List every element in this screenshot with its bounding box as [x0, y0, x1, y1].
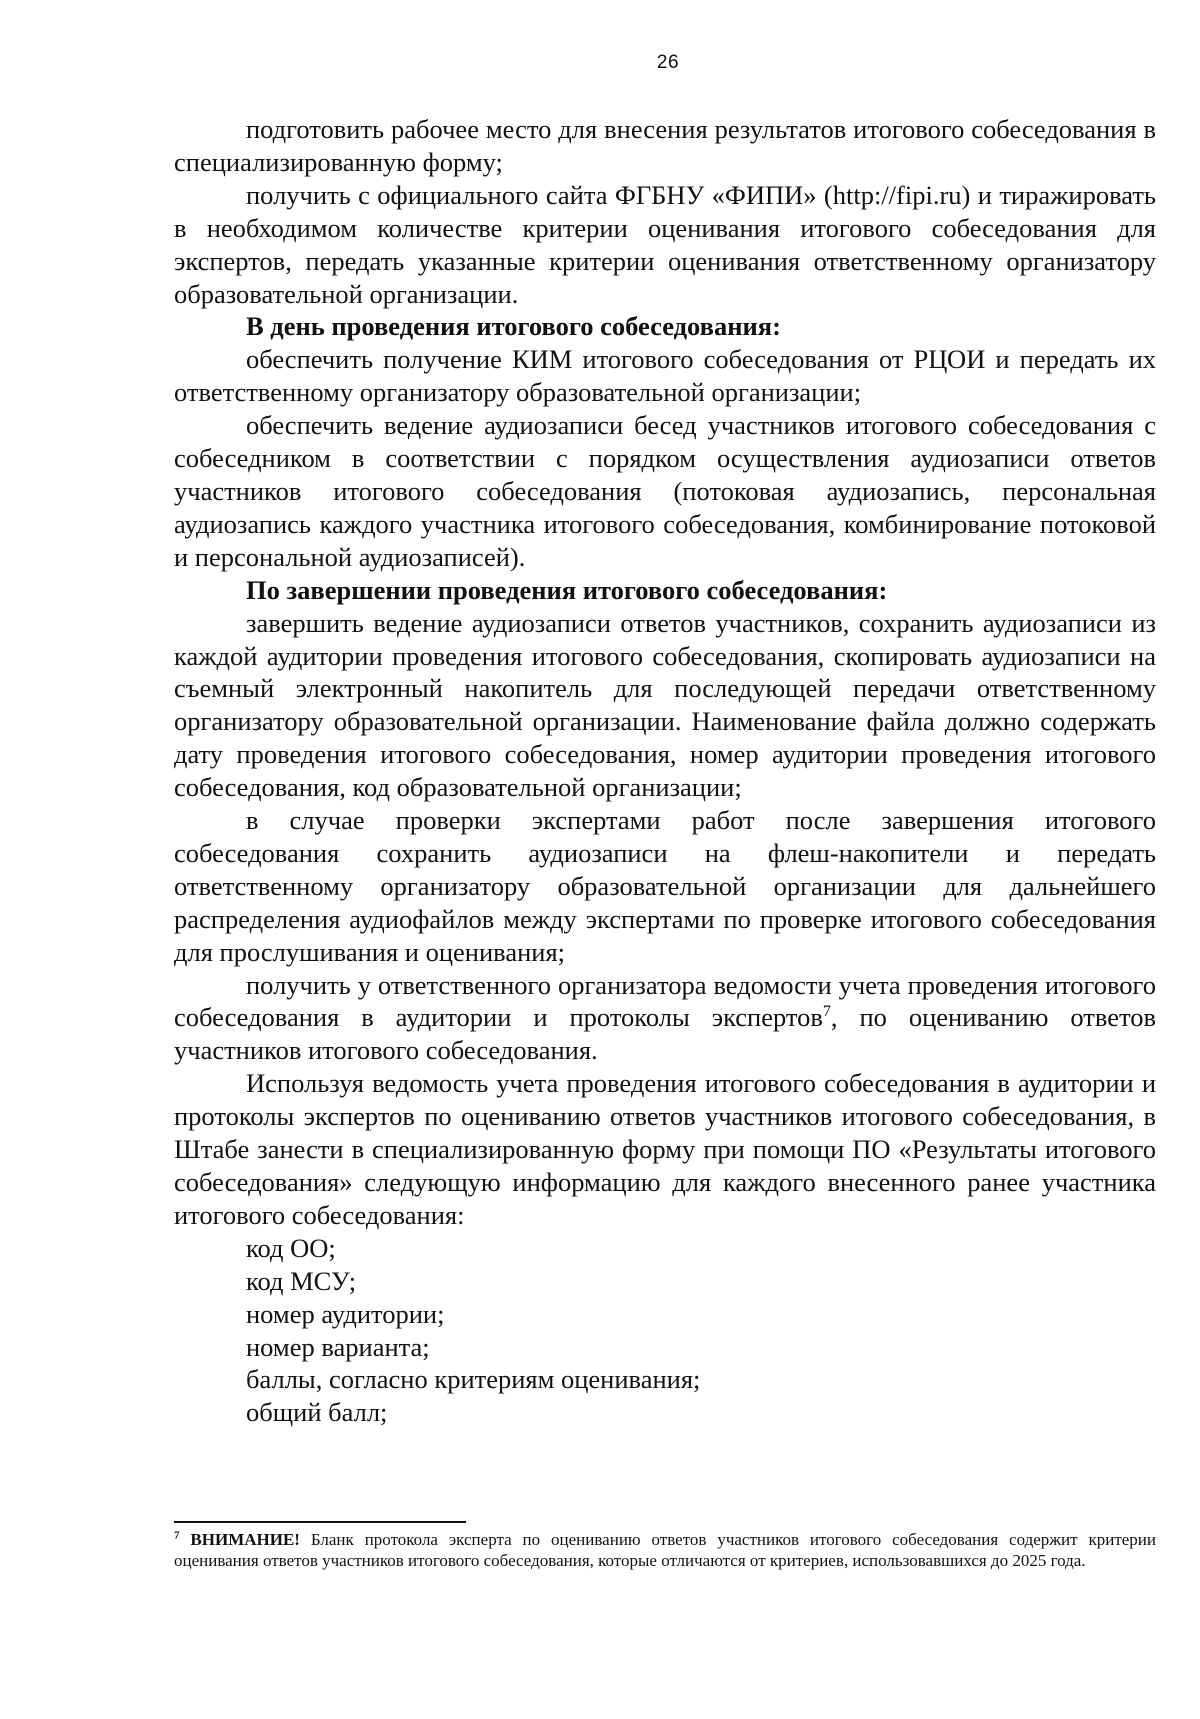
- section-heading: По завершении проведения итогового собеседования:: [246, 574, 888, 605]
- list-item: код МСУ;: [246, 1265, 357, 1296]
- paragraph: обеспечить ведение аудиозаписи бесед участников итогового собеседования с собеседником в соответствии с порядком осуществления аудиозаписи ответов участников итогового собеседования (потоковая аудиозапись, персональная аудиозапись каждого участника итогового собеседования, комбинирование потоковой и персональной аудиозаписей).: [174, 410, 1156, 572]
- paragraph: Используя ведомость учета проведения итогового собеседования в аудитории и протоколы экспертов по оцениванию ответов участников итогового собеседования, в Штабе занести в специализированную форму при помощи ПО «Результаты итогового собеседования» следующую информацию для каждого внесенного ранее участника итогового собеседования:: [174, 1068, 1156, 1230]
- list-item: общий балл;: [246, 1397, 388, 1428]
- footnote-warning: ВНИМАНИЕ!: [190, 1530, 300, 1549]
- footnote-text: Бланк протокола эксперта по оцениванию ответов участников итогового собеседования содержит критерии оценивания ответов участников итогового собеседования, которые отличаются от критериев, использовавшихся до 2025 года.: [174, 1530, 1156, 1570]
- footnote-mark: 7: [174, 1529, 180, 1542]
- paragraph-text: получить у ответственного организатора ведомости учета проведения итогового собеседования в аудитории и протоколы экспертов: [174, 969, 1156, 1033]
- paragraph: в случае проверки экспертами работ после завершения итогового собеседования сохранить аудиозаписи на флеш-накопители и передать ответственному организатору образовательной организации для дальнейшего распределения аудиофайлов между экспертами по проверке итогового собеседования для прослушивания и оценивания;: [174, 805, 1156, 967]
- footnote-reference: 7: [822, 1003, 831, 1021]
- footnote: [174, 1530, 1156, 1571]
- section-heading: В день проведения итогового собеседования:: [246, 311, 781, 342]
- list-item: код ОО;: [246, 1232, 336, 1263]
- paragraph: [174, 969, 1156, 1068]
- paragraph: завершить ведение аудиозаписи ответов участников, сохранить аудиозаписи из каждой аудитории проведения итогового собеседования, скопировать аудиозаписи на съемный электронный накопитель для последующей передачи ответственному организатору образовательной организации. Наименование файла должно содержать дату проведения итогового собеседования, номер аудитории проведения итогового собеседования, код образовательной организации;: [174, 607, 1156, 803]
- page-number: 26: [656, 52, 680, 73]
- list-item: номер аудитории;: [246, 1298, 445, 1329]
- footnote-separator: [174, 1521, 466, 1523]
- list-item: баллы, согласно критериям оценивания;: [246, 1364, 701, 1395]
- paragraph: получить с официального сайта ФГБНУ «ФИПИ» (http://fipi.ru) и тиражировать в необходимом количестве критерии оценивания итогового собеседования для экспертов, передать указанные критерии оценивания ответственному организатору образовательной организации.: [174, 179, 1156, 309]
- document-body: [174, 113, 1156, 1429]
- paragraph: подготовить рабочее место для внесения результатов итогового собеседования в специализированную форму;: [174, 114, 1156, 177]
- paragraph-text: , по оцениванию ответов участников итогового собеседования.: [174, 1002, 1157, 1066]
- list-item: номер варианта;: [246, 1331, 430, 1362]
- paragraph: обеспечить получение КИМ итогового собеседования от РЦОИ и передать их ответственному организатору образовательной организации;: [174, 344, 1156, 408]
